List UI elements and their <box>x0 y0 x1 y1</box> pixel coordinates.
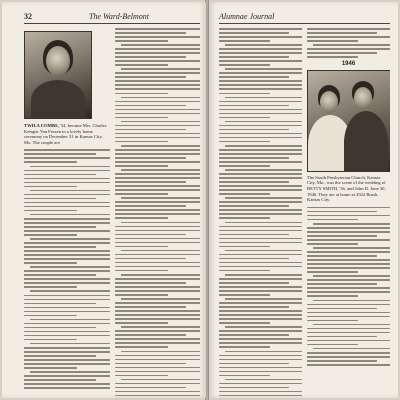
left-page <box>2 2 206 398</box>
right-page <box>209 2 398 398</box>
wedding-photo <box>307 70 390 172</box>
right-running-head <box>219 12 390 24</box>
year-heading: 1946 <box>341 60 356 67</box>
caption-name: TWILA COMBS, <box>24 123 59 128</box>
right-column-1 <box>219 28 302 398</box>
caption-text: '34, became Mrs. Charles Kemper Van Fossen in a lovely home ceremony on December 31 in Kansas City, Mo. The couple are <box>24 123 107 145</box>
left-column-2 <box>115 28 201 398</box>
wedding-caption: The South Presbyterian Church, Kansas City, Mo., was the scene of the wedding of BETTY SMITH, '36, and John D. June 30, 1946. They are at home at 2922 Brush, Kansas City. <box>307 174 386 203</box>
right-column-2 <box>307 28 390 398</box>
portrait-caption <box>24 123 110 145</box>
left-column-1 <box>24 28 110 398</box>
left-running-head <box>24 12 200 24</box>
portrait-photo <box>24 31 92 119</box>
page-number: 32 <box>24 12 32 21</box>
running-title: The Ward-Belmont <box>88 12 150 21</box>
running-title-right: Alumnae Journal <box>219 12 275 21</box>
